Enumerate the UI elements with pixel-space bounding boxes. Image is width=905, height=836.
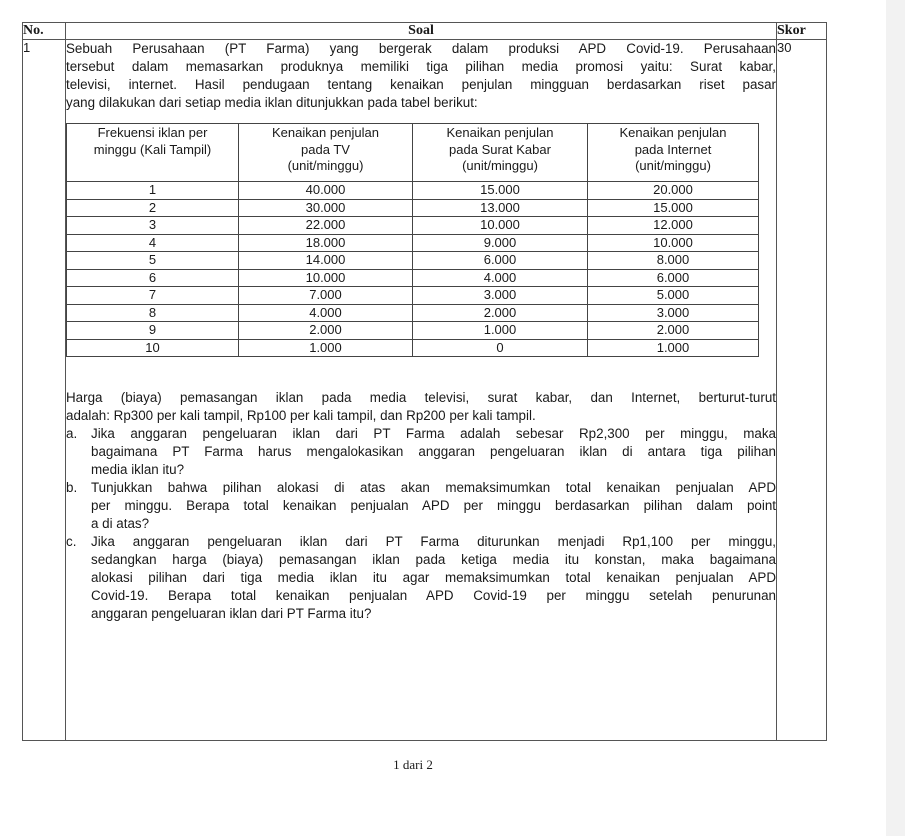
table-cell: 9: [67, 322, 239, 340]
header-skor: Skor: [777, 23, 827, 40]
table-cell: 14.000: [239, 252, 413, 270]
item-line: bagaimana PT Farma harus mengalokasikan anggaran pengeluaran iklan di antara tiga pilihan: [91, 444, 776, 459]
table-cell: 2.000: [588, 322, 759, 340]
item-line: per minggu. Berapa total kenaikan penjualan APD per minggu berdasarkan pilihan dalam point: [91, 498, 776, 513]
sales-table: [66, 123, 759, 357]
sub-question-a: [66, 425, 776, 479]
table-cell: 20.000: [588, 182, 759, 200]
price-line: adalah: Rp300 per kali tampil, Rp100 per kali tampil, dan Rp200 per kali tampil.: [66, 408, 536, 423]
sub-question-b: [66, 479, 776, 533]
page-number: 1 dari 2: [393, 757, 433, 772]
question-skor: 30: [777, 40, 827, 741]
table-row: [67, 322, 759, 340]
item-line: Covid-19. Berapa total kenaikan penjualan APD Covid-19 per minggu setelah penurunan: [91, 588, 776, 603]
table-cell: 5: [67, 252, 239, 270]
col-header-internet: Kenaikan penjulan pada Internet (unit/minggu): [588, 124, 759, 182]
scrollbar[interactable]: [886, 0, 905, 836]
item-line: a di atas?: [91, 516, 150, 531]
table-cell: 9.000: [413, 234, 588, 252]
table-cell: 3: [67, 217, 239, 235]
price-line: Harga (biaya) pemasangan iklan pada media televisi, surat kabar, dan Internet, berturut-turut: [66, 390, 776, 405]
table-row: [67, 182, 759, 200]
table-cell: 8: [67, 304, 239, 322]
table-row: [67, 304, 759, 322]
table-cell: 8.000: [588, 252, 759, 270]
table-cell: 15.000: [413, 182, 588, 200]
table-cell: 10: [67, 339, 239, 357]
table-cell: 6.000: [588, 269, 759, 287]
table-cell: 6: [67, 269, 239, 287]
item-marker: b.: [66, 480, 78, 495]
intro-line: Sebuah Perusahaan (PT Farma) yang bergerak dalam produksi APD Covid-19. Perusahaan: [66, 41, 776, 56]
intro-line: televisi, internet. Hasil pendugaan tentang kenaikan penjulan mingguan berdasarkan riset pasar: [66, 77, 776, 92]
table-cell: 1.000: [413, 322, 588, 340]
table-row: [67, 217, 759, 235]
table-cell: 2.000: [413, 304, 588, 322]
intro-line: yang dilakukan dari setiap media iklan ditunjukkan pada tabel berikut:: [66, 95, 478, 110]
table-cell: 1.000: [239, 339, 413, 357]
table-cell: 7: [67, 287, 239, 305]
table-cell: 5.000: [588, 287, 759, 305]
table-cell: 10.000: [239, 269, 413, 287]
table-cell: 30.000: [239, 199, 413, 217]
table-cell: 12.000: [588, 217, 759, 235]
item-line: Tunjukkan bahwa pilihan alokasi di atas akan memaksimumkan total kenaikan penjualan APD: [91, 480, 776, 495]
table-cell: 6.000: [413, 252, 588, 270]
item-marker: a.: [66, 426, 78, 441]
header-no: No.: [23, 23, 66, 40]
question-row: [23, 40, 827, 741]
item-line: anggaran pengeluaran iklan dari PT Farma itu?: [91, 606, 372, 621]
sub-questions: [66, 425, 776, 623]
table-cell: 10.000: [588, 234, 759, 252]
question-body: [66, 40, 777, 741]
table-row: [67, 339, 759, 357]
question-table-header: [23, 23, 827, 40]
table-row: [67, 287, 759, 305]
table-cell: 13.000: [413, 199, 588, 217]
table-cell: 4.000: [239, 304, 413, 322]
table-cell: 2.000: [239, 322, 413, 340]
sales-table-header: [67, 124, 759, 182]
sub-question-c: [66, 533, 776, 623]
intro-line: tersebut dalam memasarkan produknya memiliki tiga pilihan media promosi yaitu: Surat kabar,: [66, 59, 776, 74]
table-row: [67, 234, 759, 252]
col-header-frekuensi: Frekuensi iklan per minggu (Kali Tampil): [67, 124, 239, 182]
item-line: Jika anggaran pengeluaran iklan dari PT Farma adalah sebesar Rp2,300 per minggu, maka: [91, 426, 776, 441]
table-cell: 3.000: [413, 287, 588, 305]
table-cell: 2: [67, 199, 239, 217]
table-cell: 4.000: [413, 269, 588, 287]
item-line: media iklan itu?: [91, 462, 185, 477]
table-row: [67, 199, 759, 217]
table-cell: 1: [67, 182, 239, 200]
item-line: sedangkan harga (biaya) pemasangan iklan pada ketiga media itu konstan, maka bagaimana: [91, 552, 776, 567]
table-cell: 1.000: [588, 339, 759, 357]
question-number: 1: [23, 40, 66, 741]
table-cell: 22.000: [239, 217, 413, 235]
table-row: [67, 252, 759, 270]
question-table: [22, 22, 827, 741]
table-cell: 0: [413, 339, 588, 357]
col-header-surat-kabar: Kenaikan penjulan pada Surat Kabar (unit/minggu): [413, 124, 588, 182]
col-header-tv: Kenaikan penjulan pada TV (unit/minggu): [239, 124, 413, 182]
question-intro: [66, 40, 776, 112]
table-cell: 15.000: [588, 199, 759, 217]
table-cell: 3.000: [588, 304, 759, 322]
item-marker: c.: [66, 534, 77, 549]
table-cell: 18.000: [239, 234, 413, 252]
item-line: alokasi pilihan dari tiga media iklan itu agar memaksimumkan total kenaikan penjualan APD: [91, 570, 776, 585]
price-paragraph: [66, 389, 776, 425]
table-cell: 4: [67, 234, 239, 252]
sales-table-body: [67, 182, 759, 357]
table-cell: 10.000: [413, 217, 588, 235]
header-soal: Soal: [66, 23, 777, 40]
table-row: [67, 269, 759, 287]
table-cell: 7.000: [239, 287, 413, 305]
item-line: Jika anggaran pengeluaran iklan dari PT Farma diturunkan menjadi Rp1,100 per minggu,: [91, 534, 776, 549]
table-cell: 40.000: [239, 182, 413, 200]
